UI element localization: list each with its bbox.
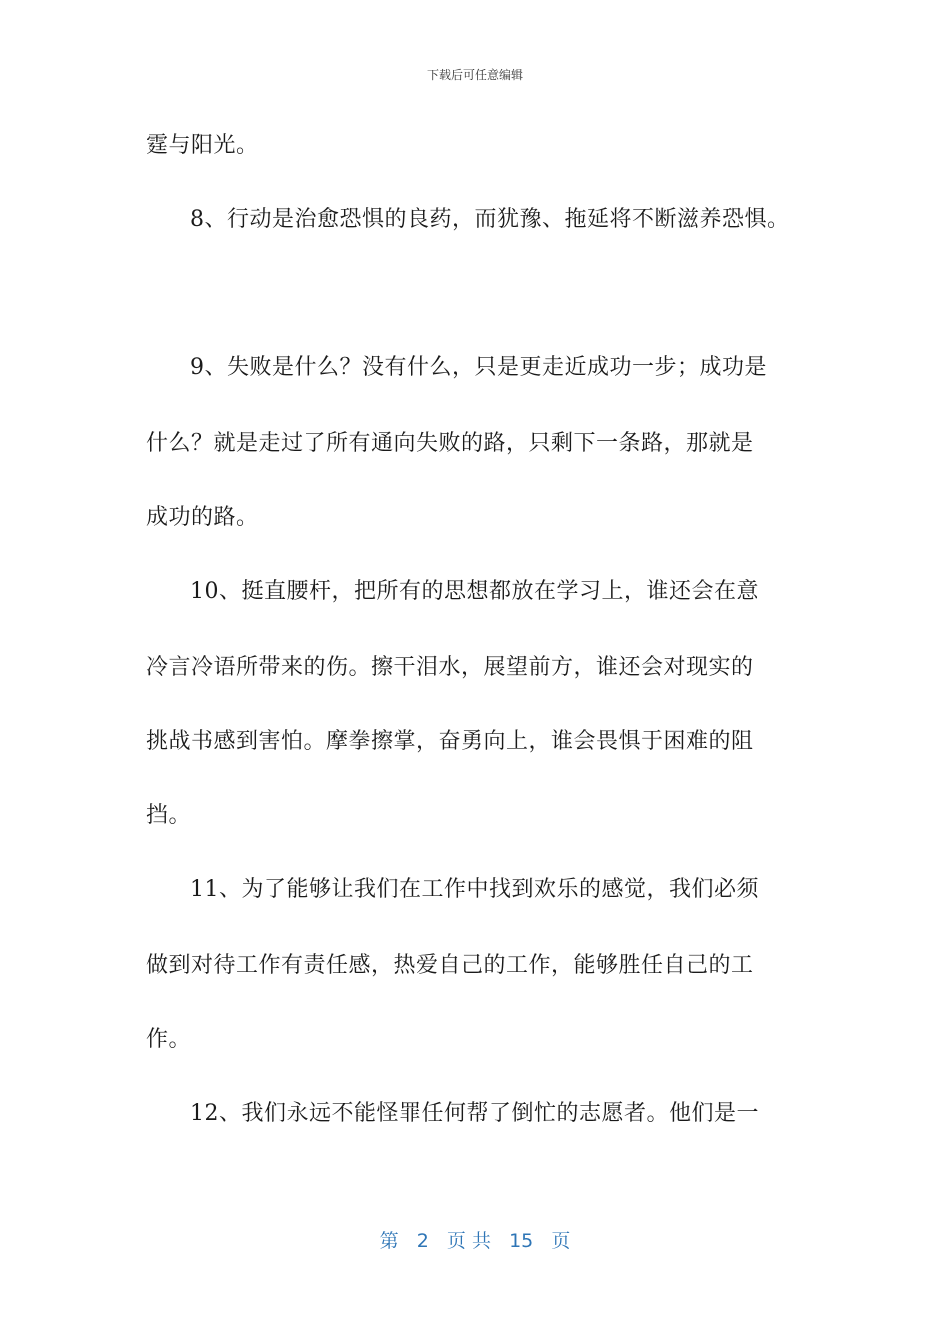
page-footer (0, 1226, 950, 1253)
current-page-number: 2 (416, 1230, 429, 1252)
footer-suffix: 页 (551, 1230, 571, 1252)
page-header: 下载后可任意编辑 (426, 68, 523, 82)
body-line-4: 什么？就是走过了所有通向失败的路，只剩下一条路，那就是 (146, 431, 754, 456)
body-line-2: 8、行动是治愈恐惧的良药，而犹豫、拖延将不断滋养恐惧。 (190, 207, 790, 232)
body-line-3: 9、失败是什么？没有什么，只是更走近成功一步；成功是 (190, 355, 767, 380)
footer-middle: 页 共 (446, 1230, 491, 1252)
footer-prefix: 第 (379, 1230, 399, 1252)
body-line-6: 10、挺直腰杆，把所有的思想都放在学习上，谁还会在意 (190, 579, 759, 604)
body-line-9: 挡。 (146, 803, 192, 828)
body-line-7: 冷言冷语所带来的伤。擦干泪水，展望前方，谁还会对现实的 (146, 655, 754, 680)
body-line-8: 挑战书感到害怕。摩拳擦掌，奋勇向上，谁会畏惧于困难的阻 (146, 729, 754, 754)
body-line-11: 做到对待工作有责任感，热爱自己的工作，能够胜任自己的工 (146, 953, 754, 978)
body-line-5: 成功的路。 (146, 505, 259, 530)
body-line-12: 作。 (146, 1027, 192, 1052)
body-line-1: 霆与阳光。 (146, 133, 259, 158)
total-page-count: 15 (509, 1230, 534, 1252)
body-line-10: 11、为了能够让我们在工作中找到欢乐的感觉，我们必须 (190, 877, 759, 902)
body-line-13: 12、我们永远不能怪罪任何帮了倒忙的志愿者。他们是一 (190, 1101, 759, 1126)
